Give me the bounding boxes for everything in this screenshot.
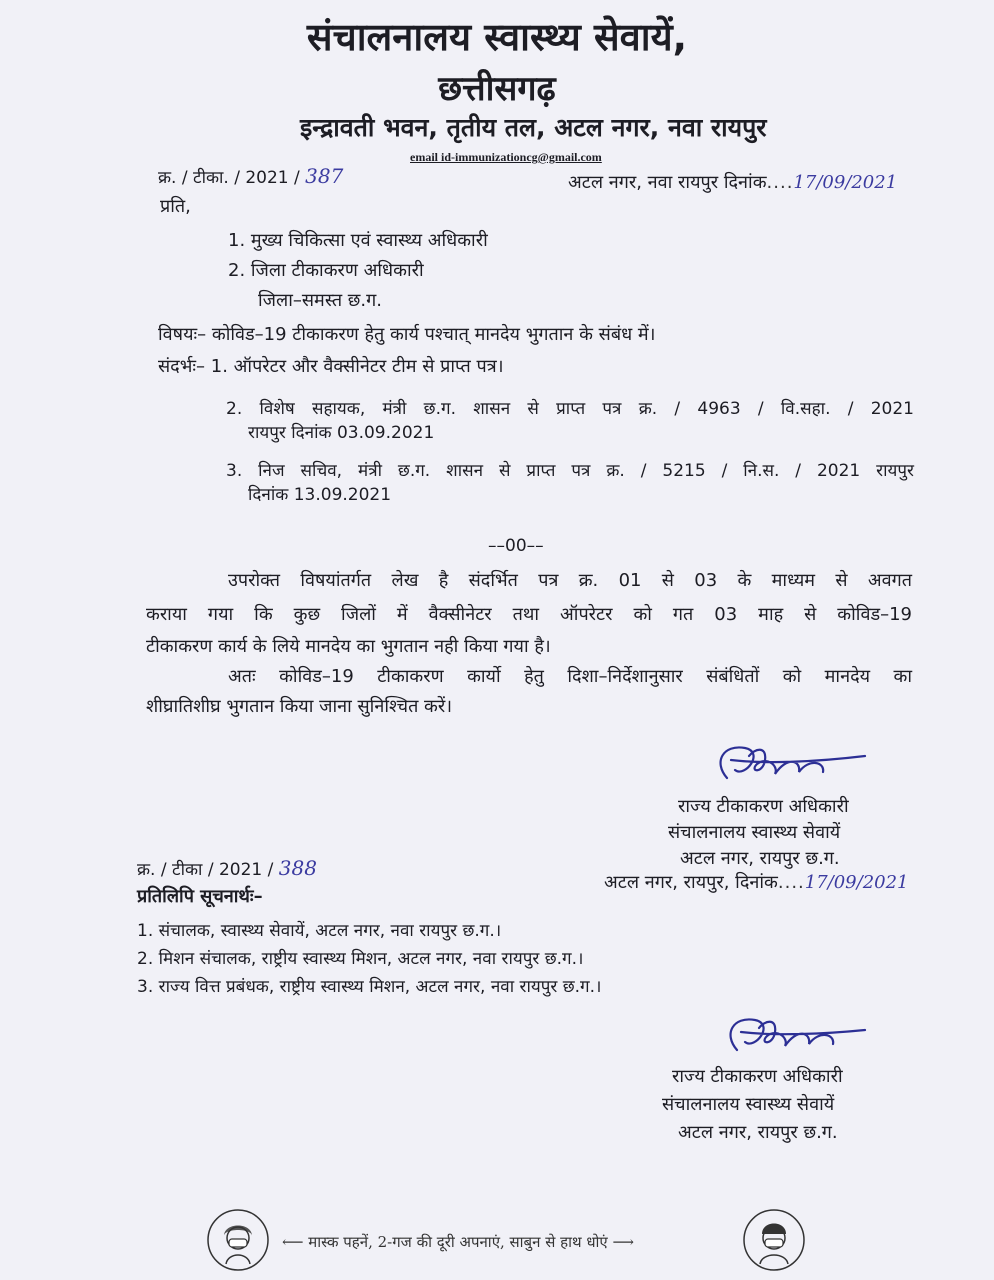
copy-ref-handwritten: 388: [278, 856, 317, 880]
signature-1-place: अटल नगर, रायपुर छ.ग.: [680, 848, 840, 869]
separator-mark: ––00––: [488, 536, 544, 556]
copy-place-date-label: अटल नगर, रायपुर, दिनांक: [604, 872, 778, 893]
copy-item: 2. मिशन संचालक, राष्ट्रीय स्वास्थ्य मिशन, अटल नगर, नवा रायपुर छ.ग.।: [137, 949, 584, 969]
paragraph-1-line-2: कराया गया कि कुछ जिलों में वैक्सीनेटर तथा ऑपरेटर को गत 03 माह से कोविड–19: [146, 604, 912, 625]
signature-2-office: संचालनालय स्वास्थ्य सेवायें: [662, 1094, 835, 1115]
recipient-item: 1. मुख्य चिकित्सा एवं स्वास्थ्य अधिकारी: [228, 230, 488, 251]
reference-item-2-line1: 2. विशेष सहायक, मंत्री छ.ग. शासन से प्राप्त पत्र क्र. / 4963 / वि.सहा. / 2021: [226, 399, 914, 419]
letter-place-date-label: अटल नगर, नवा रायपुर दिनांक: [568, 172, 767, 193]
org-name-line2: छत्तीसगढ़: [438, 69, 556, 109]
subject-text: कोविड–19 टीकाकरण हेतु कार्य पश्चात् मानदेय भुगतान के संबंध में।: [211, 324, 656, 345]
letter-ref-printed: क्र. / टीका. / 2021 /: [158, 168, 300, 188]
reference-item-1: 1. ऑपरेटर और वैक्सीनेटर टीम से प्राप्त पत्र।: [210, 356, 504, 377]
copy-ref-printed: क्र. / टीका / 2021 /: [137, 860, 274, 880]
left-arrow-icon: ⟵: [282, 1233, 304, 1251]
paragraph-2-line-1: अतः कोविड–19 टीकाकरण कार्यो हेतु दिशा–निर्देशानुसार संबंधितों को मानदेय का: [228, 666, 912, 687]
office-address: इन्द्रावती भवन, तृतीय तल, अटल नगर, नवा रायपुर: [300, 113, 767, 142]
copy-label: प्रतिलिपि सूचनार्थः–: [137, 886, 263, 907]
footer-slogan-row: [282, 1232, 634, 1252]
subject-line: [158, 322, 656, 346]
paragraph-1-line-3: टीकाकरण कार्य के लिये मानदेय का भुगतान नही किया गया है।: [146, 636, 551, 657]
masked-woman-icon: [206, 1208, 270, 1272]
copy-ref-number: [137, 856, 317, 880]
recipient-district: जिला–समस्त छ.ग.: [258, 290, 382, 311]
prati-label: प्रति,: [160, 196, 191, 217]
reference-item-3-line1: 3. निज सचिव, मंत्री छ.ग. शासन से प्राप्त पत्र क्र. / 5215 / नि.स. / 2021 रायपुर: [226, 461, 914, 481]
reference-line-1: [158, 354, 504, 378]
signature-2-place: अटल नगर, रायपुर छ.ग.: [678, 1122, 838, 1143]
masked-man-icon: [742, 1208, 806, 1272]
copy-place-date: अटल नगर, रायपुर, दिनांक....17/09/2021: [604, 872, 909, 893]
email-address: email id-immunizationcg@gmail.com: [410, 150, 602, 164]
letter-ref-number: [158, 164, 343, 188]
letter-date-handwritten: 17/09/2021: [793, 172, 898, 193]
copy-date-handwritten: 17/09/2021: [804, 872, 909, 893]
reference-item-2-line2: रायपुर दिनांक 03.09.2021: [248, 423, 435, 443]
org-name-line1: संचालनालय स्वास्थ्य सेवायें,: [306, 15, 688, 59]
right-arrow-icon: ⟶: [612, 1233, 635, 1251]
paragraph-2-line-2: शीघ्रातिशीघ्र भुगतान किया जाना सुनिश्चित करें।: [146, 696, 453, 717]
copy-item: 3. राज्य वित्त प्रबंधक, राष्ट्रीय स्वास्थ्य मिशन, अटल नगर, नवा रायपुर छ.ग.।: [137, 977, 602, 997]
footer-slogan: मास्क पहनें, 2-गज की दूरी अपनाएं, साबुन से हाथ धोएं: [308, 1233, 608, 1251]
recipient-item: 2. जिला टीकाकरण अधिकारी: [228, 260, 424, 281]
subject-label: विषयः–: [158, 324, 207, 345]
signature-1-title: राज्य टीकाकरण अधिकारी: [678, 796, 849, 817]
signature-1-scribble: [705, 738, 870, 798]
letter-ref-handwritten: 387: [305, 164, 344, 188]
signature-2-title: राज्य टीकाकरण अधिकारी: [672, 1066, 843, 1087]
reference-item-3-line2: दिनांक 13.09.2021: [248, 485, 392, 505]
signature-1-office: संचालनालय स्वास्थ्य सेवायें: [668, 822, 841, 843]
reference-label: संदर्भः–: [158, 356, 206, 377]
letter-place-date: अटल नगर, नवा रायपुर दिनांक....17/09/2021: [568, 172, 898, 193]
copy-item: 1. संचालक, स्वास्थ्य सेवायें, अटल नगर, नवा रायपुर छ.ग.।: [137, 921, 502, 941]
paragraph-1-line-1: उपरोक्त विषयांतर्गत लेख है संदर्भित पत्र क्र. 01 से 03 के माध्यम से अवगत: [228, 570, 912, 591]
signature-2-scribble: [715, 1010, 875, 1070]
